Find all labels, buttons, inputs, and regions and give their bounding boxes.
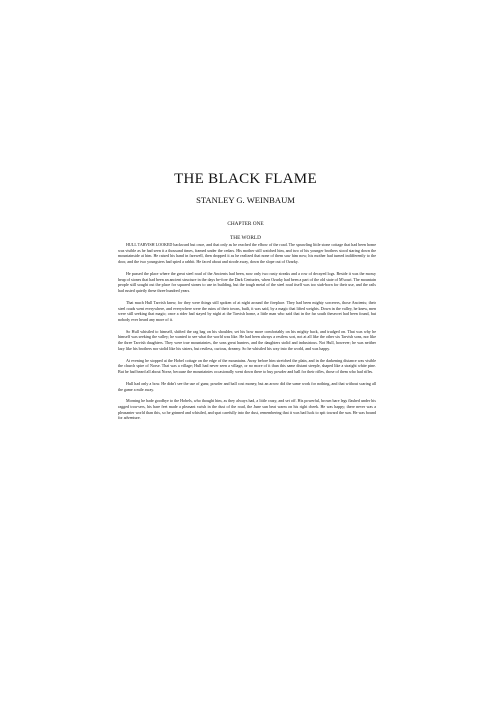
chapter-name: THE WORLD <box>230 235 261 241</box>
paragraph: That much Hull Tarvish knew, for they were things still spoken of at night around the fireplace. They had been mighty sorcerers, those Ancients; their steel roads went everywhere, and everywhere were the ruins of their towns, built, it was said, by a magic that lifted weights. Down in the valley, he knew, men were still seeking that magic; once a rider had stayed by night at the Tarvish home, a little man who said that in the far south thesecret had been found, but nobody ever heard any more of it. <box>118 299 376 322</box>
chapter-number: CHAPTER ONE <box>227 221 264 227</box>
paragraph: So Hull whistled to himself, shifted the rag bag on his shoulder, set his bow more comfortably on his mighty back, and trudged on. That was why he himself was seeking the valley; he wanted to see what the world was like. He had been always a restless sort, not at all like the other six Tarvish sons, nor like the three Tarvish daughters. They were true mountainies, the sons great hunters, and the daughters stolid and industrious. Not Hull, however; he was neither lazy like his brothers nor stolid like his sisters, but restless, curious, dreamy. So he whistled his way into the world, and was happy. <box>118 328 376 351</box>
chapter-heading <box>0 221 491 242</box>
paragraph: Hull had only a bow. He didn't see the use of guns; powder and ball cost money, but an arrow did the same work for nothing, and that without scaring all the game a mile away. <box>118 380 376 392</box>
title-block <box>0 170 491 206</box>
paragraph: At evening he stopped at the Hobel cottage on the edge of the mountains. Away before him stretched the plain, and in the darkening distance was visible the church spire of Norse. That was a village; Hull had never seen a village, or no more of it than this same distant steeple, shaped like a straight white pine. But he had heard all about Norse, because the mountainies occasionally went down there to buy powder and ball for their rifles, those of them who had rifles. <box>118 357 376 375</box>
paragraph: Morning he bade goodbye to the Hobels, who thought him, as they always had, a little crazy, and set off. His powerful, brown bare legs flashed under his ragged trou-sers, his bare feet made a pleasant swish in the dust of the road, the June sun beat warm on his right cheek. He was happy; there never was a pleasanter world than this, so he grinned and whistled, and spat carefully into the dust, remembering that it was bad luck to spit toward the sun. He was bound for adventure. <box>118 398 376 421</box>
paragraph: HULL TARVISH LOOKED backward but once, and that only as he reached the elbow of the road. The sprawling little stone cottage that had been home was visible as he had seen it a thousand times, framed under the cedars. His mother still watched him, and two of his younger brothers stood staring down the mountainside at him. He raised his hand in farewell, then dropped it as he realized that none of them saw him now; his mother had turned indifferently to the door, and the two youngsters had spied a rabbit. He faced about and strode away, down the slope out of Ozarky. <box>118 242 376 265</box>
book-author: STANLEY G. WEINBAUM <box>196 195 295 205</box>
paragraph: He passed the place where the great steel road of the Ancients had been, now only two rusty streaks and a row of decayed logs. Beside it was the mossy heap of stones that had been an ancient structure in the days be-fore the Dark Centuries, when Ozarky had been a part of the old state of M'souri. The mountain people still sought out the place for squared stones to use in building, but the tough metal of the steel road itself was too stub-born for their use, and the rails had rusted quietly these three hundred years. <box>118 270 376 294</box>
chapter-body <box>118 242 376 427</box>
book-title: THE BLACK FLAME <box>174 171 317 187</box>
